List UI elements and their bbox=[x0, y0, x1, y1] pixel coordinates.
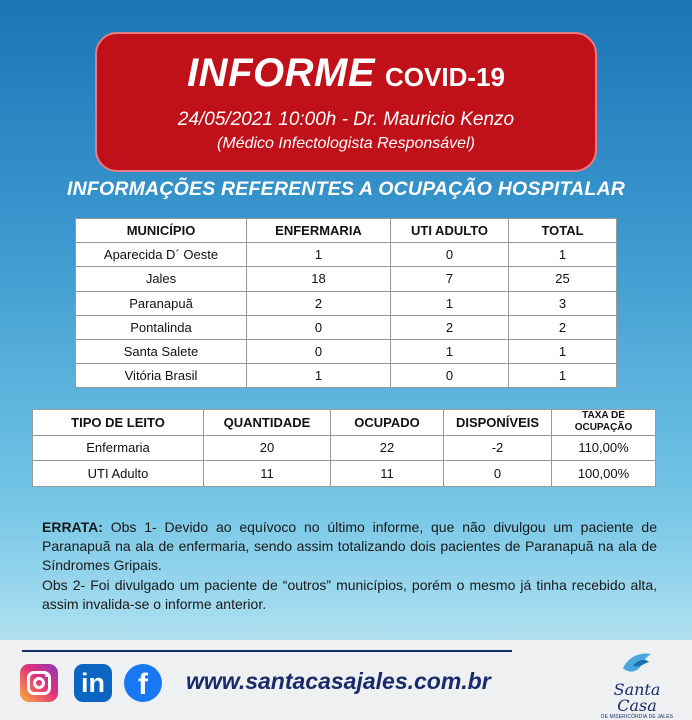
santa-casa-logo bbox=[592, 650, 682, 718]
table-row bbox=[33, 461, 656, 487]
cell-tipo-leito: Enfermaria bbox=[33, 435, 204, 461]
instagram-icon[interactable] bbox=[20, 664, 58, 702]
col-header-enfermaria: ENFERMARIA bbox=[247, 219, 391, 243]
col-header-municipio: MUNICÍPIO bbox=[76, 219, 247, 243]
cell-total: 1 bbox=[509, 364, 617, 388]
municipios-table bbox=[75, 218, 617, 388]
errata-label: ERRATA: bbox=[42, 519, 103, 535]
cell-municipio: Santa Salete bbox=[76, 339, 247, 363]
header-date-line: 24/05/2021 10:00h - Dr. Mauricio Kenzo bbox=[177, 109, 515, 130]
cell-tipo-leito: UTI Adulto bbox=[33, 461, 204, 487]
cell-municipio: Vitória Brasil bbox=[76, 364, 247, 388]
cell-enfermaria: 1 bbox=[247, 364, 391, 388]
linkedin-icon[interactable]: in bbox=[74, 664, 112, 702]
cell-municipio: Pontalinda bbox=[76, 315, 247, 339]
cell-disponiveis: -2 bbox=[444, 435, 552, 461]
cell-uti: 1 bbox=[391, 339, 509, 363]
cell-enfermaria: 0 bbox=[247, 315, 391, 339]
errata-obs1-text: Obs 1- Devido ao equívoco no último informe, que não divulgou um paciente de Paranapuã na ala de enfermaria, sendo assim totalizando dois pacientes de Paranapuã na ala de Síndromes Gripais. bbox=[42, 519, 657, 574]
col-header-quantidade: QUANTIDADE bbox=[204, 410, 331, 436]
table-row bbox=[76, 364, 617, 388]
table-row bbox=[76, 315, 617, 339]
col-header-total: TOTAL bbox=[509, 219, 617, 243]
cell-quantidade: 11 bbox=[204, 461, 331, 487]
errata-note bbox=[42, 518, 657, 614]
cell-municipio: Aparecida D´ Oeste bbox=[76, 243, 247, 267]
cell-total: 1 bbox=[509, 339, 617, 363]
cell-municipio: Paranapuã bbox=[76, 291, 247, 315]
cell-uti: 2 bbox=[391, 315, 509, 339]
cell-enfermaria: 0 bbox=[247, 339, 391, 363]
cell-taxa: 110,00% bbox=[552, 435, 656, 461]
logo-name: Santa Casa bbox=[613, 680, 661, 715]
cell-uti: 1 bbox=[391, 291, 509, 315]
header-title bbox=[97, 50, 595, 105]
table-row bbox=[76, 291, 617, 315]
table-row bbox=[76, 339, 617, 363]
cell-ocupado: 22 bbox=[331, 435, 444, 461]
col-header-uti: UTI ADULTO bbox=[391, 219, 509, 243]
table-row bbox=[33, 435, 656, 461]
section-title: INFORMAÇÕES REFERENTES A OCUPAÇÃO HOSPITALAR bbox=[66, 178, 626, 200]
errata-obs2: Obs 2- Foi divulgado um paciente de “outros” municípios, porém o mesmo já tinha recebido alta, assim invalida-se o informe anterior. bbox=[42, 576, 657, 612]
col-header-disponiveis: DISPONÍVEIS bbox=[444, 410, 552, 436]
table-row bbox=[76, 243, 617, 267]
col-header-tipo-leito: TIPO DE LEITO bbox=[33, 410, 204, 436]
cell-enfermaria: 18 bbox=[247, 267, 391, 291]
cell-ocupado: 11 bbox=[331, 461, 444, 487]
table-header-row bbox=[76, 219, 617, 243]
cell-disponiveis: 0 bbox=[444, 461, 552, 487]
title-informe: INFORME bbox=[187, 51, 375, 95]
col-header-ocupado: OCUPADO bbox=[331, 410, 444, 436]
cell-total: 2 bbox=[509, 315, 617, 339]
table-row bbox=[76, 267, 617, 291]
header-banner bbox=[95, 32, 597, 172]
title-covid: COVID-19 bbox=[385, 62, 505, 92]
cell-enfermaria: 1 bbox=[247, 243, 391, 267]
instagram-lens bbox=[33, 677, 45, 689]
cell-taxa: 100,00% bbox=[552, 461, 656, 487]
logo-subtitle: DE MISERICÓRDIA DE JALES bbox=[600, 714, 674, 720]
cell-total: 25 bbox=[509, 267, 617, 291]
table-header-row bbox=[33, 410, 656, 436]
website-link[interactable]: www.santacasajales.com.br bbox=[186, 668, 491, 694]
instagram-dot bbox=[45, 673, 49, 677]
cell-quantidade: 20 bbox=[204, 435, 331, 461]
dove-icon bbox=[619, 650, 655, 680]
col-header-taxa-ocupacao: TAXA DE OCUPAÇÃO bbox=[552, 410, 656, 436]
cell-uti: 7 bbox=[391, 267, 509, 291]
footer bbox=[0, 640, 692, 720]
leitos-table bbox=[32, 409, 656, 487]
cell-uti: 0 bbox=[391, 364, 509, 388]
cell-total: 3 bbox=[509, 291, 617, 315]
cell-enfermaria: 2 bbox=[247, 291, 391, 315]
facebook-icon[interactable]: f bbox=[124, 664, 162, 702]
cell-uti: 0 bbox=[391, 243, 509, 267]
cell-municipio: Jales bbox=[76, 267, 247, 291]
cell-total: 1 bbox=[509, 243, 617, 267]
errata-obs1 bbox=[42, 518, 657, 576]
header-role-line: (Médico Infectologista Responsável) bbox=[217, 135, 475, 152]
footer-divider bbox=[22, 650, 512, 652]
